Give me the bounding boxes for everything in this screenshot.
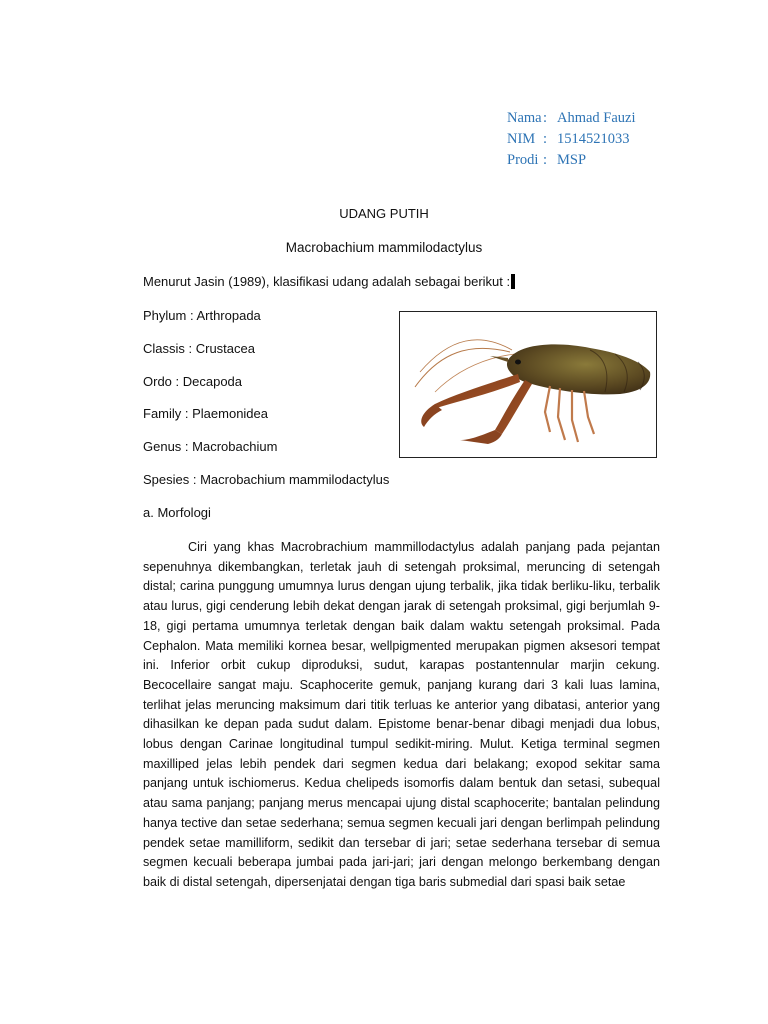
identity-nama	[507, 108, 636, 129]
nim-separator: :	[543, 131, 548, 147]
prawn-illustration	[400, 312, 656, 457]
nama-value: Ahmad Fauzi	[557, 110, 636, 126]
nim-label: NIM	[507, 131, 536, 147]
nim-value: 1514521033	[557, 131, 630, 147]
intro-line	[143, 274, 515, 289]
morfologi-paragraph: Ciri yang khas Macrobrachium mammillodactylus adalah panjang pada pejantan sepenuhnya dikembangkan, terletak jauh di setengah proksimal, meruncing di setengah distal; carina punggung umumnya lurus dengan ujung terbalik, jika tidak berliku-liku, terbalik atau lurus, gigi cenderung lebih dekat dengan jarak di setengah proksimal, gigi berjumlah 9-18, gigi pertama umumnya terletak dengan baik dalam waktu setengah proksimal. Pada Cephalon. Mata memiliki kornea besar, wellpigmented merupakan pigmen aksesori tempat ini. Inferior orbit cukup diproduksi, sudut, karapas postantennular marjin cekung. Becocellaire sangat maju. Scaphocerite gemuk, panjang kurang dari 3 kali luas lamina, terlihat jelas meruncing maksimum dari titik terluas ke anterior yang dibatasi, anterior yang dihasilkan ke depan pada sudut dalam. Epistome benar-benar dibagi menjadi dua lobus, lobus dengan Carinae longitudinal tumpul sedikit-miring. Mulut. Ketiga terminal segmen maxilliped jelas lebih pendek dari segmen kedua dari belakang; exopod sekitar sama panjang untuk ischiomerus. Kedua chelipeds isomorfis dalam bentuk dan setasi, subequal atau sama panjang; panjang merus mencapai ujung distal scaphocerite; bantalan pelindung hanya tective dan setae sederhana; semua segmen kecuali jari dengan berlimpah pelindung pendek setae mamilliform, sedikit dan tersebar di jari; setae sederhana tersebar di semua segmen kecuali beberapa jumbai pada jari-jari; jari dengan melongo berkembang dengan baik di distal setengah, dipersenjatai dengan tiga baris submedial dari spasi baik setae	[143, 540, 660, 889]
nama-label: Nama	[507, 110, 542, 126]
prodi-label: Prodi	[507, 152, 539, 168]
classification-genus: Genus : Macrobachium	[143, 439, 278, 454]
identity-nim	[507, 129, 636, 150]
document-subtitle: Macrobachium mammilodactylus	[285, 240, 483, 255]
prodi-value: MSP	[557, 152, 587, 168]
document-title: UDANG PUTIH	[339, 206, 429, 221]
classification-phylum: Phylum : Arthropada	[143, 308, 261, 323]
text-cursor	[511, 274, 515, 289]
classification-ordo: Ordo : Decapoda	[143, 374, 243, 389]
prodi-separator: :	[543, 152, 548, 168]
section-heading-morfologi: a. Morfologi	[143, 505, 211, 520]
prawn-photo	[399, 311, 657, 458]
classification-spesies: Spesies : Macrobachium mammilodactylus	[143, 472, 390, 487]
classification-family: Family : Plaemonidea	[143, 406, 268, 421]
identity-prodi	[507, 150, 636, 171]
intro-text: Menurut Jasin (1989), klasifikasi udang adalah sebagai berikut :	[143, 274, 511, 289]
nama-separator: :	[543, 110, 548, 126]
classification-classis: Classis : Crustacea	[143, 341, 255, 356]
student-identity	[507, 108, 636, 171]
